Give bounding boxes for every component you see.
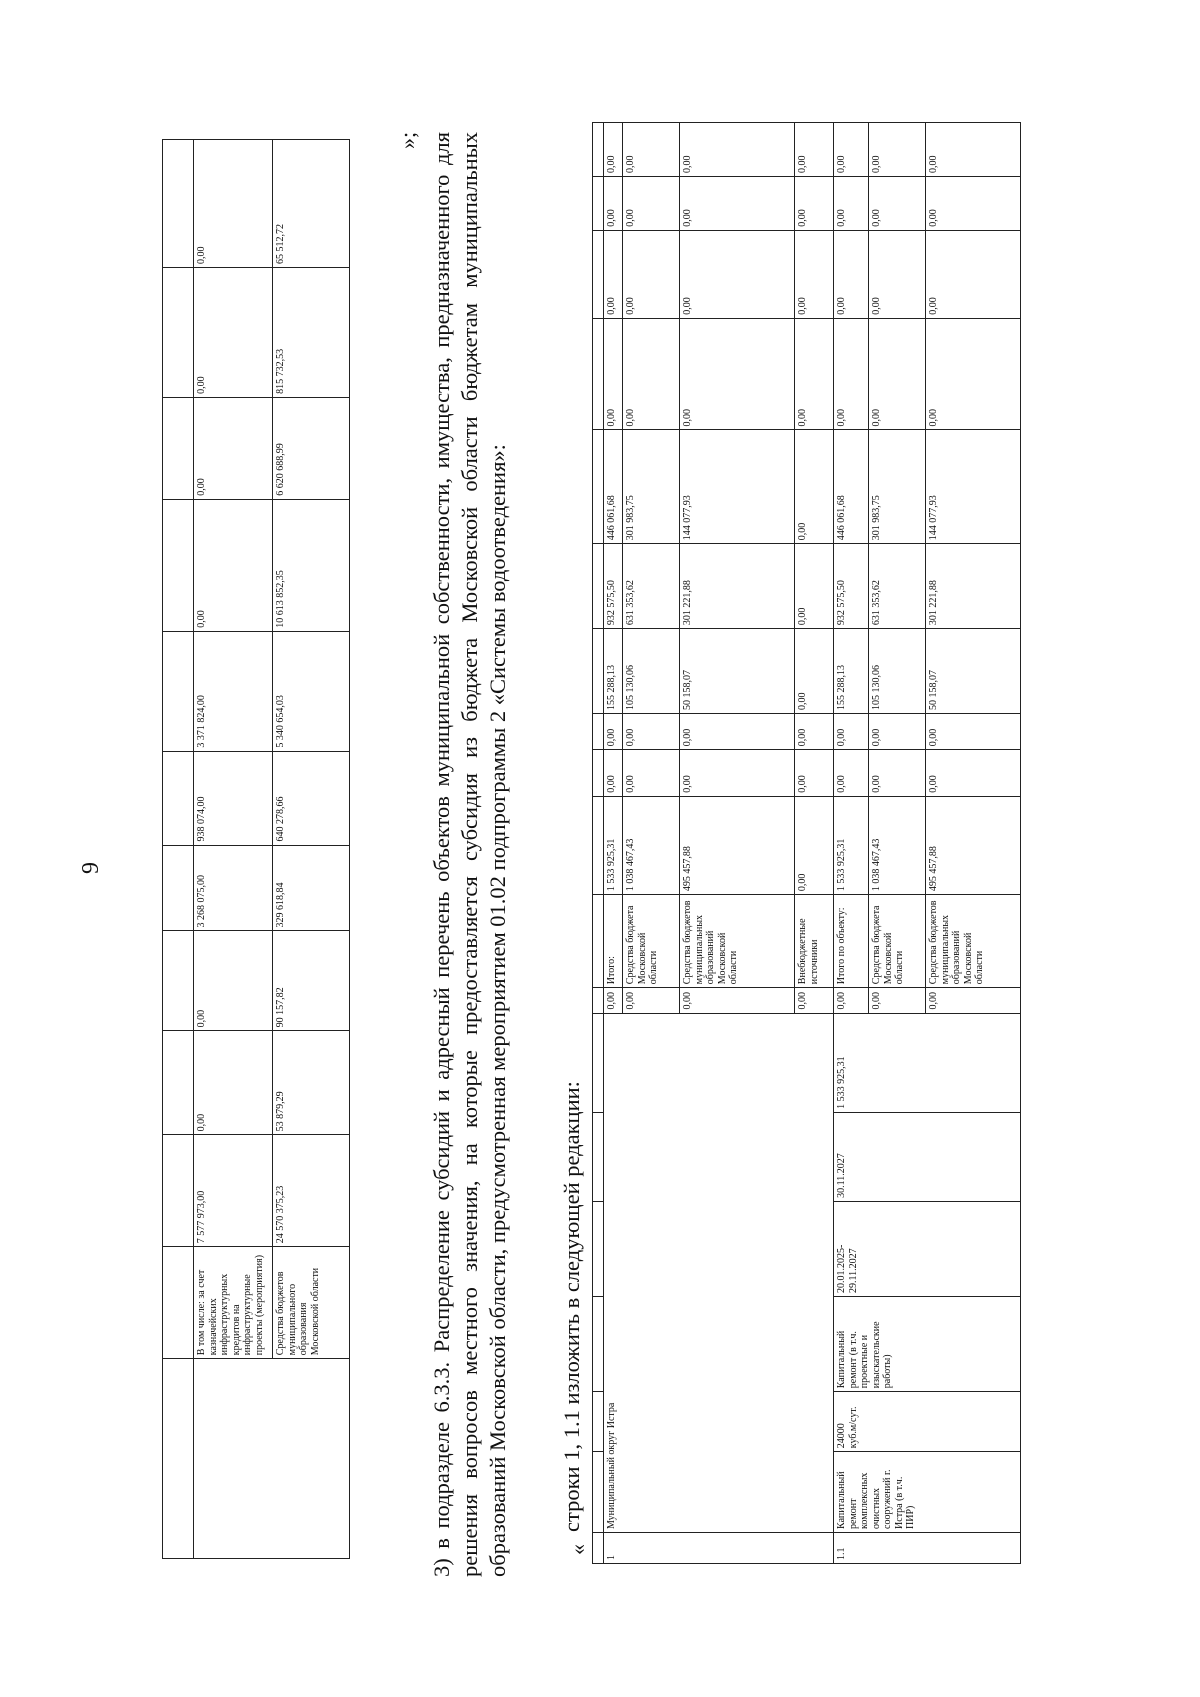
cell: 90 157,82 <box>273 931 350 1031</box>
cell: 10 613 852,35 <box>273 499 350 631</box>
cell: 0,00 <box>795 544 834 629</box>
cell: 1 038 467,43 <box>623 796 680 894</box>
cell: 0,00 <box>869 176 926 230</box>
cell: 144 077,93 <box>680 430 795 544</box>
period-cell: 20.01.2025-29.11.2027 <box>834 1201 1021 1296</box>
page-number: 9 <box>78 862 104 874</box>
cell: 65 512,72 <box>273 140 350 268</box>
source-label: Средства бюджета Московской области <box>623 895 680 988</box>
cell: 0,00 <box>680 230 795 318</box>
cell: 0,00 <box>795 430 834 544</box>
cell: 155 288,13 <box>834 629 869 714</box>
cell: 105 130,06 <box>869 629 926 714</box>
cell: 0,00 <box>680 988 795 1013</box>
row-number: 1.1 <box>834 1532 1021 1563</box>
cell: 0,00 <box>834 713 869 749</box>
cell: 0,00 <box>926 750 1021 797</box>
end-date-cell: 30.11.2027 <box>834 1112 1021 1201</box>
cell: 0,00 <box>623 123 680 177</box>
cell: 0,00 <box>926 713 1021 749</box>
cell: 53 879,29 <box>273 1031 350 1135</box>
table-row <box>604 123 623 1564</box>
cell: 0,00 <box>623 988 680 1013</box>
cell: 0,00 <box>604 123 623 177</box>
total-cost-cell: 1 533 925,31 <box>834 1013 1021 1112</box>
cell: 155 288,13 <box>604 629 623 714</box>
cell: 0,00 <box>926 318 1021 430</box>
cell: 0,00 <box>869 713 926 749</box>
cell: 495 457,88 <box>926 796 1021 894</box>
cell: 0,00 <box>680 318 795 430</box>
cell: 3 268 075,00 <box>194 845 273 931</box>
source-label: Средства бюджетов муниципальных образований Московской области <box>680 895 795 988</box>
cell: 0,00 <box>926 230 1021 318</box>
cell: 0,00 <box>604 713 623 749</box>
cell: 0,00 <box>834 230 869 318</box>
source-label: Средства бюджета Московской области <box>869 895 926 988</box>
cell: 6 620 688,99 <box>273 397 350 499</box>
table-row <box>834 123 869 1564</box>
source-label: Итого: <box>604 895 623 988</box>
work-type-cell: Капитальный ремонт (в т.ч. проектные и изыскательские работы) <box>834 1297 1021 1392</box>
cell: 0,00 <box>795 176 834 230</box>
main-table-header-row <box>593 123 604 1564</box>
cell: 301 983,75 <box>869 430 926 544</box>
municipality-cell: Муниципальный округ Истра <box>604 1013 834 1532</box>
cell: 0,00 <box>834 988 869 1013</box>
cell: 0,00 <box>795 713 834 749</box>
cell: 0,00 <box>795 230 834 318</box>
capacity-cell: 24000 куб.м/сут. <box>834 1392 1021 1452</box>
source-label: Средства бюджетов муниципальных образований Московской области <box>926 895 1021 988</box>
cell: 631 353,62 <box>869 544 926 629</box>
main-table <box>592 122 1021 1564</box>
cell: 24 570 375,23 <box>273 1135 350 1247</box>
cell: 0,00 <box>926 123 1021 177</box>
cell: 0,00 <box>869 230 926 318</box>
top-table <box>162 139 350 1559</box>
cell: 0,00 <box>795 750 834 797</box>
cell: 0,00 <box>194 267 273 397</box>
cell: 0,00 <box>869 123 926 177</box>
object-name: Капитальный ремонт комплексных очистных сооружений г. Истра (в т.ч. ПИР) <box>834 1452 1021 1533</box>
cell: 5 340 654,03 <box>273 631 350 751</box>
cell: 446 061,68 <box>834 430 869 544</box>
top-table-row <box>273 140 350 1559</box>
cell: 0,00 <box>680 750 795 797</box>
cell: 0,00 <box>680 123 795 177</box>
cell: 932 575,50 <box>604 544 623 629</box>
cell: 0,00 <box>869 988 926 1013</box>
cell: 3 371 824,00 <box>194 631 273 751</box>
cell: 0,00 <box>194 931 273 1031</box>
cell: 0,00 <box>795 318 834 430</box>
cell: 0,00 <box>795 629 834 714</box>
cell: 0,00 <box>869 318 926 430</box>
cell: 105 130,06 <box>623 629 680 714</box>
cell: 329 618,84 <box>273 845 350 931</box>
cell: 0,00 <box>604 318 623 430</box>
cell: 0,00 <box>623 318 680 430</box>
cell: 0,00 <box>680 176 795 230</box>
cell: 0,00 <box>604 988 623 1013</box>
opening-quote: « <box>565 1544 590 1555</box>
cell: 640 278,66 <box>273 751 350 845</box>
cell: 0,00 <box>623 176 680 230</box>
cell: 1 533 925,31 <box>604 796 623 894</box>
cell: 0,00 <box>194 397 273 499</box>
cell: 1 038 467,43 <box>869 796 926 894</box>
cell: 7 577 973,00 <box>194 1135 273 1247</box>
cell: 0,00 <box>194 499 273 631</box>
cell: 0,00 <box>795 123 834 177</box>
cell: 0,00 <box>834 123 869 177</box>
cell: 0,00 <box>194 1031 273 1135</box>
cell: 0,00 <box>926 988 1021 1013</box>
cell: 0,00 <box>834 750 869 797</box>
paragraph-line2: строки 1, 1.1 изложить в следующей редакции: <box>558 1081 584 1532</box>
cell: 495 457,88 <box>680 796 795 894</box>
cell: 938 074,00 <box>194 751 273 845</box>
source-label: Внебюджетные источники <box>795 895 834 988</box>
cell: 815 732,53 <box>273 267 350 397</box>
cell: 0,00 <box>795 988 834 1013</box>
row-number: 1 <box>604 1532 834 1563</box>
cell: 50 158,07 <box>926 629 1021 714</box>
cell: 446 061,68 <box>604 430 623 544</box>
top-table-row <box>194 140 273 1559</box>
cell: 0,00 <box>623 230 680 318</box>
cell: 0,00 <box>604 176 623 230</box>
cell: 0,00 <box>623 713 680 749</box>
closing-quote: »; <box>395 131 420 149</box>
top-table-header-row <box>163 140 194 1559</box>
cell: 0,00 <box>680 713 795 749</box>
row-label: В том числе: за счет казначейских инфраструктурных кредитов на инфраструктурные проекты (мероприятия) <box>194 1247 273 1359</box>
cell: 0,00 <box>869 750 926 797</box>
cell: 0,00 <box>604 230 623 318</box>
cell: 0,00 <box>834 176 869 230</box>
paragraph-text: 3) в подразделе 6.3.3. Распределение субсидий и адресный перечень объектов муниципальной собственности, имущества, предназначенного для решения вопросов местного значения, на которые предоставляется субсидия из бюджета Московской области бюджетам муниципальных образований Московской области, предусмотренная мероприятием 01.02 подпрограммы 2 «Системы водоотведения»: <box>428 132 511 1577</box>
cell: 301 983,75 <box>623 430 680 544</box>
source-label: Итого по объекту: <box>834 895 869 988</box>
row-label: Средства бюджетов муниципального образования Московской области <box>273 1247 350 1359</box>
cell: 932 575,50 <box>834 544 869 629</box>
cell: 0,00 <box>795 796 834 894</box>
cell: 301 221,88 <box>926 544 1021 629</box>
cell: 0,00 <box>834 318 869 430</box>
cell: 0,00 <box>194 140 273 268</box>
cell: 1 533 925,31 <box>834 796 869 894</box>
cell: 50 158,07 <box>680 629 795 714</box>
cell: 631 353,62 <box>623 544 680 629</box>
cell: 144 077,93 <box>926 430 1021 544</box>
cell: 301 221,88 <box>680 544 795 629</box>
cell: 0,00 <box>926 176 1021 230</box>
cell: 0,00 <box>604 750 623 797</box>
cell: 0,00 <box>623 750 680 797</box>
